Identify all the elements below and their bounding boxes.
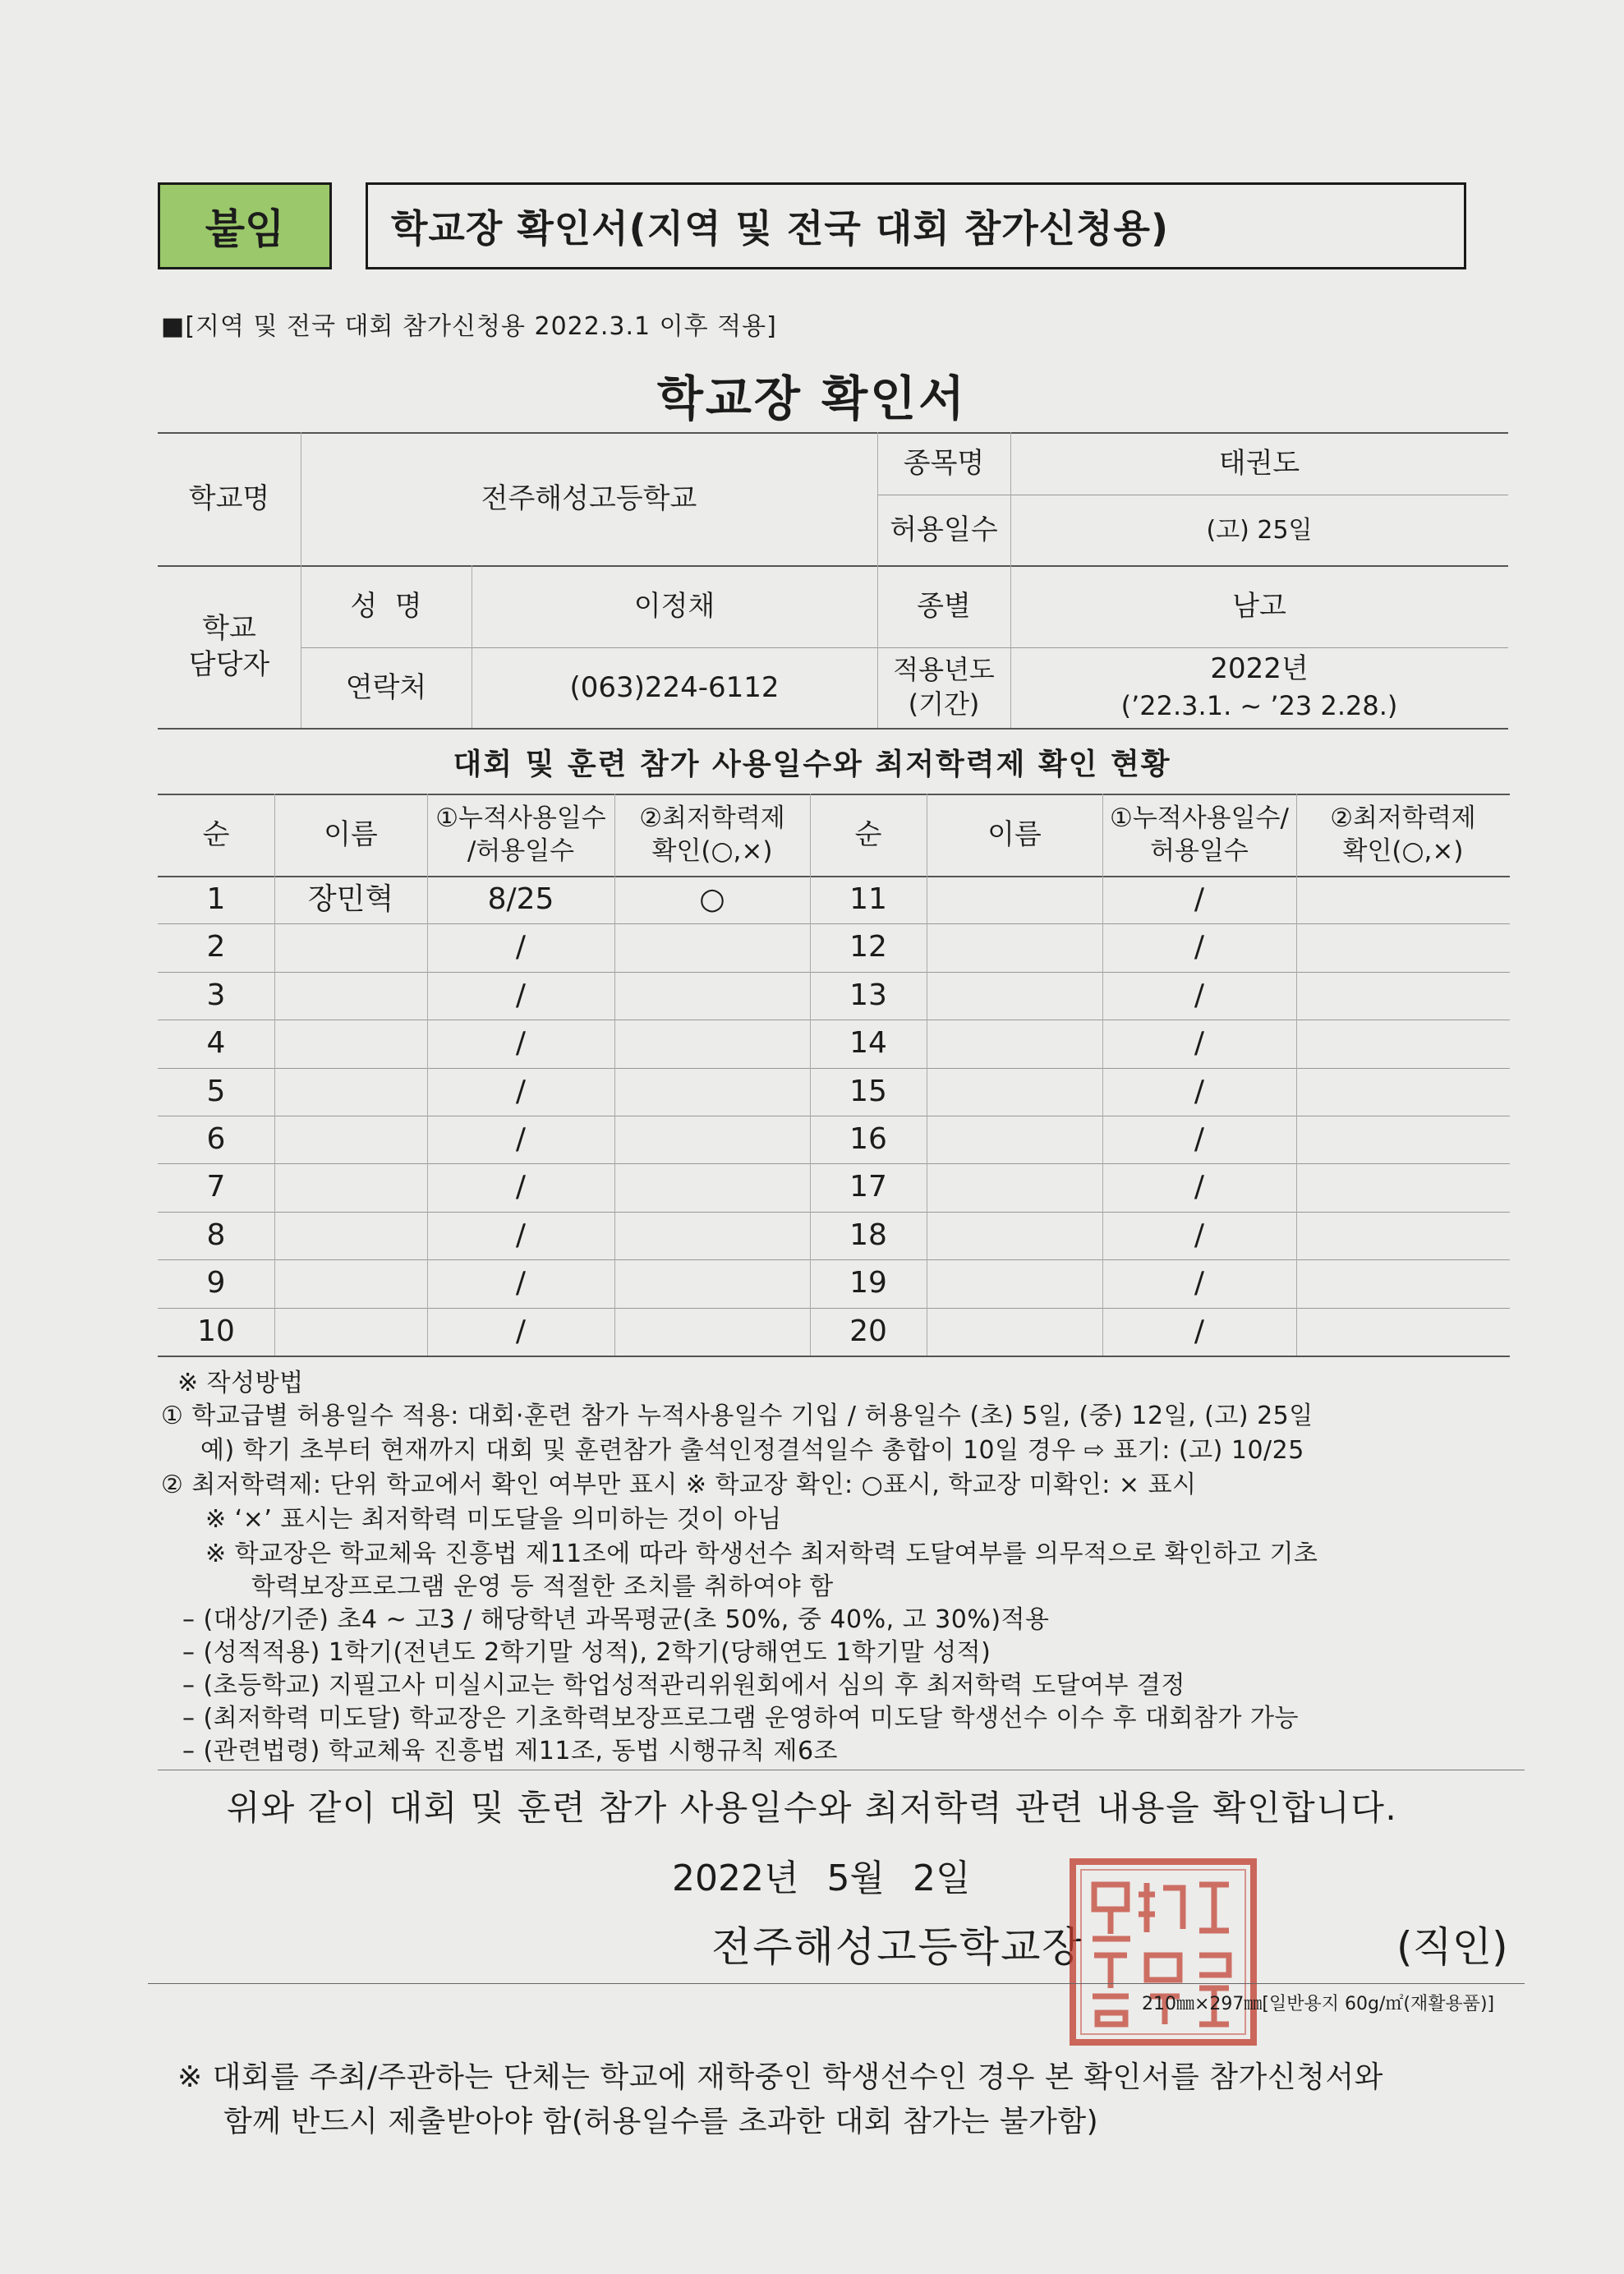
principal-title: 전주해성고등학교장 (711, 1923, 1083, 1971)
table-cell: 13 (849, 978, 887, 1012)
table-cell: / (515, 1169, 527, 1204)
table-cell: / (515, 929, 527, 964)
official-seal (1068, 1857, 1258, 2047)
table-cell: 10 (197, 1314, 235, 1348)
table-cell (927, 923, 1102, 971)
table-cell (927, 1212, 1102, 1259)
issue-date: 2022년 5월 2일 (672, 1857, 971, 1899)
table-cell: 11 (849, 882, 887, 916)
table-cell (927, 876, 1102, 923)
manager-label: 학교 담당자 (188, 611, 270, 681)
period-value: (’22.3.1. ~ ’23 2.28.) (1120, 690, 1398, 722)
table-cell: / (515, 1265, 527, 1300)
table-cell (614, 1116, 810, 1163)
table-cell: 3 (206, 978, 226, 1012)
table-cell: 2 (206, 929, 226, 964)
table-cell: / (1194, 1025, 1205, 1060)
table-cell: 12 (849, 929, 887, 964)
table-cell (1296, 1212, 1510, 1259)
school-name-label: 학교명 (188, 481, 270, 515)
instruction-line: 예) 학기 초부터 현재까지 대회 및 훈련참가 출석인정결석일수 총합이 10일 경우 ⇨ 표기: (고) 10/25 (200, 1436, 1304, 1465)
table-header: 이름 (987, 817, 1042, 851)
instruction-line: ※ 학교장은 학교체육 진흥법 제11조에 따라 학생선수 최저학력 도달여부를 의무적으로 확인하고 기초 (205, 1540, 1318, 1568)
table-cell: 9 (206, 1265, 226, 1300)
table-cell: / (1194, 929, 1205, 964)
table-cell (274, 923, 427, 971)
table-cell: / (1194, 882, 1205, 916)
school-name-value: 전주해성고등학교 (481, 481, 697, 515)
table-cell (614, 1163, 810, 1211)
table-header: ②최저학력제 확인(○,×) (1330, 803, 1476, 866)
instruction-line: – (관련법령) 학교체육 진흥법 제11조, 동법 시행규칙 제6조 (182, 1737, 839, 1765)
instruction-line: ② 최저학력제: 단위 학교에서 확인 여부만 표시 ※ 학교장 확인: ○표시, 학교장 미확인: × 표시 (161, 1471, 1197, 1499)
document-heading: 학교장 확인서(지역 및 전국 대회 참가신청용) (366, 182, 1466, 269)
person-name-value: 이정채 (633, 589, 715, 623)
table-cell: / (515, 1074, 527, 1108)
table-cell: 1 (206, 882, 226, 916)
seal-label: (직인) (1396, 1923, 1508, 1971)
table-cell (274, 1068, 427, 1116)
table-cell (927, 1308, 1102, 1356)
table-cell (1296, 1308, 1510, 1356)
table-cell: / (515, 1121, 527, 1156)
instruction-line: ※ ‘×’ 표시는 최저학력 미도달을 의미하는 것이 아님 (205, 1505, 782, 1534)
table-cell (614, 972, 810, 1020)
table-cell: / (515, 978, 527, 1012)
table-header: ②최저학력제 확인(○,×) (639, 803, 785, 866)
table-cell: 15 (849, 1074, 887, 1108)
table-cell (274, 1259, 427, 1307)
table-cell: / (515, 1218, 527, 1252)
instruction-line: 학력보장프로그램 운영 등 적절한 조치를 취하여야 함 (251, 1572, 834, 1601)
table-cell (614, 923, 810, 971)
table-cell (614, 1308, 810, 1356)
table-cell: 20 (849, 1314, 887, 1348)
table-cell: 8/25 (487, 882, 554, 916)
table-cell: / (515, 1025, 527, 1060)
applicability-note: ■[지역 및 전국 대회 참가신청용 2022.3.1 이후 적용] (161, 312, 777, 341)
category-label: 종별 (917, 589, 971, 623)
table-cell: 5 (206, 1074, 226, 1108)
year-value: 2022년 (1210, 651, 1309, 685)
table-cell: / (1194, 1169, 1205, 1204)
table-cell: 8 (206, 1218, 226, 1252)
table-header: 이름 (324, 817, 378, 851)
table-cell (1296, 1259, 1510, 1307)
year-label: 적용년도 (기간) (893, 654, 995, 720)
table-cell: / (515, 1314, 527, 1348)
section-title: 대회 및 훈련 참가 사용일수와 최저학력제 확인 현황 (453, 748, 1171, 781)
instruction-line: – (초등학교) 지필고사 미실시교는 학업성적관리위원회에서 심의 후 최저학력 도달여부 결정 (182, 1671, 1185, 1700)
contact-value: (063)224-6112 (569, 670, 780, 704)
allowed-days-label: 허용일수 (890, 513, 998, 546)
table-cell: 18 (849, 1218, 887, 1252)
contact-label: 연락처 (345, 670, 427, 704)
table-cell (274, 1020, 427, 1067)
table-cell: ○ (699, 882, 725, 916)
table-cell: 14 (849, 1025, 887, 1060)
person-name-label: 성 명 (350, 589, 422, 623)
table-cell: 7 (206, 1169, 226, 1204)
confirmation-statement: 위와 같이 대회 및 훈련 참가 사용일수와 최저학력 관련 내용을 확인합니다. (226, 1788, 1398, 1828)
table-cell (1296, 972, 1510, 1020)
table-cell (927, 1163, 1102, 1211)
instruction-line: ※ 작성방법 (177, 1369, 304, 1397)
table-cell (274, 1212, 427, 1259)
table-header: ①누적사용일수/ 허용일수 (1110, 803, 1289, 866)
table-cell: 17 (849, 1169, 887, 1204)
table-cell (1296, 1163, 1510, 1211)
table-cell (1296, 1068, 1510, 1116)
instruction-line: – (대상/기준) 초4 ~ 고3 / 해당학년 과목평균(초 50%, 중 40%, 고 30%)적용 (182, 1605, 1050, 1634)
table-cell: 16 (849, 1121, 887, 1156)
allowed-days-value: (고) 25일 (1206, 515, 1313, 545)
instruction-line: ① 학교급별 허용일수 적용: 대회·훈련 참가 누적사용일수 기입 / 허용일수 (초) 5일, (중) 12일, (고) 25일 (161, 1402, 1313, 1430)
page-title: 학교장 확인서 (656, 371, 968, 426)
table-header: ①누적사용일수 /허용일수 (435, 803, 606, 866)
table-cell: 4 (206, 1025, 226, 1060)
table-cell (274, 1116, 427, 1163)
table-header: 순 (854, 817, 882, 851)
table-cell (1296, 1020, 1510, 1067)
table-cell: / (1194, 978, 1205, 1012)
table-cell: / (1194, 1218, 1205, 1252)
table-cell (614, 1212, 810, 1259)
table-cell (274, 1163, 427, 1211)
table-cell (927, 1020, 1102, 1067)
table-cell: / (1194, 1314, 1205, 1348)
table-cell (614, 1259, 810, 1307)
bottom-note-line-2: 함께 반드시 제출받아야 함(허용일수를 초과한 대회 참가는 불가함) (223, 2105, 1099, 2138)
table-cell (927, 1259, 1102, 1307)
table-cell (614, 1068, 810, 1116)
table-cell: / (1194, 1265, 1205, 1300)
table-cell (1296, 876, 1510, 923)
table-cell (1296, 923, 1510, 971)
sport-label: 종목명 (903, 446, 985, 480)
bottom-note-line-1: ※ 대회를 주최/주관하는 단체는 학교에 재학중인 학생선수인 경우 본 확인서를 참가신청서와 (177, 2060, 1383, 2094)
table-cell (927, 1068, 1102, 1116)
table-cell: / (1194, 1121, 1205, 1156)
table-cell (927, 972, 1102, 1020)
attachment-tag: 붙임 (158, 182, 332, 269)
table-cell: 장민혁 (307, 882, 394, 916)
table-cell: 19 (849, 1265, 887, 1300)
sport-value: 태권도 (1218, 446, 1300, 480)
table-cell (274, 1308, 427, 1356)
table-cell (614, 1020, 810, 1067)
paper-spec: 210㎜×297㎜[일반용지 60g/㎡(재활용품)] (1142, 1994, 1495, 2014)
table-header: 순 (202, 817, 230, 851)
table-cell: 6 (206, 1121, 226, 1156)
category-value: 남고 (1232, 589, 1286, 623)
table-cell (1296, 1116, 1510, 1163)
instruction-line: – (최저학력 미도달) 학교장은 기초학력보장프로그램 운영하여 미도달 학생선수 이수 후 대회참가 가능 (182, 1704, 1299, 1733)
table-cell (927, 1116, 1102, 1163)
instruction-line: – (성적적용) 1학기(전년도 2학기말 성적), 2학기(당해연도 1학기말 성적) (182, 1638, 991, 1667)
table-cell (274, 972, 427, 1020)
table-cell: / (1194, 1074, 1205, 1108)
